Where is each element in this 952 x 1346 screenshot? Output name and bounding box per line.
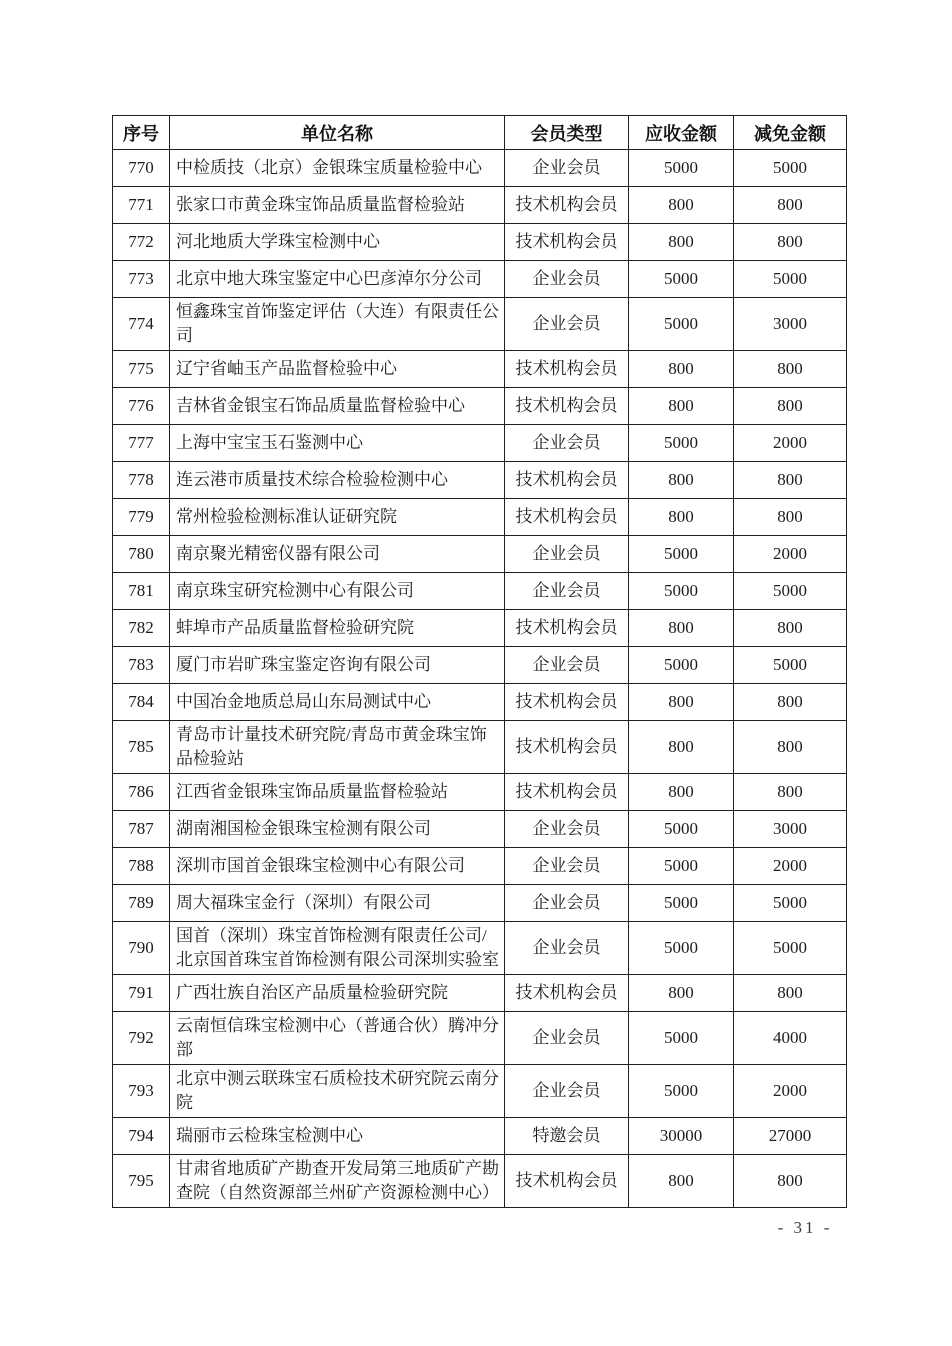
row-amount-waived: 800	[734, 684, 847, 721]
table-row	[113, 975, 847, 1012]
row-member-type: 技术机构会员	[505, 187, 629, 224]
row-unit-name: 甘肃省地质矿产勘查开发局第三地质矿产勘查院（自然资源部兰州矿产资源检测中心）	[170, 1155, 505, 1208]
row-unit-name: 中国冶金地质总局山东局测试中心	[170, 684, 505, 721]
row-amount-waived: 5000	[734, 573, 847, 610]
row-amount-waived: 800	[734, 462, 847, 499]
row-unit-name: 湖南湘国检金银珠宝检测有限公司	[170, 811, 505, 848]
table-row	[113, 721, 847, 774]
row-amount-due: 800	[629, 388, 734, 425]
row-amount-due: 5000	[629, 1012, 734, 1065]
row-unit-name: 张家口市黄金珠宝饰品质量监督检验站	[170, 187, 505, 224]
row-serial: 777	[113, 425, 170, 462]
row-unit-name: 上海中宝宝玉石鉴测中心	[170, 425, 505, 462]
row-amount-due: 5000	[629, 536, 734, 573]
table-row	[113, 388, 847, 425]
row-member-type: 技术机构会员	[505, 388, 629, 425]
row-amount-waived: 5000	[734, 261, 847, 298]
table-row	[113, 885, 847, 922]
row-unit-name: 蚌埠市产品质量监督检验研究院	[170, 610, 505, 647]
table-row	[113, 462, 847, 499]
row-member-type: 特邀会员	[505, 1118, 629, 1155]
row-amount-due: 800	[629, 462, 734, 499]
row-serial: 783	[113, 647, 170, 684]
row-amount-waived: 5000	[734, 885, 847, 922]
row-serial: 774	[113, 298, 170, 351]
row-member-type: 企业会员	[505, 298, 629, 351]
row-serial: 792	[113, 1012, 170, 1065]
row-amount-due: 5000	[629, 922, 734, 975]
row-serial: 788	[113, 848, 170, 885]
table-row	[113, 684, 847, 721]
row-amount-due: 5000	[629, 647, 734, 684]
row-amount-waived: 2000	[734, 1065, 847, 1118]
row-unit-name: 南京聚光精密仪器有限公司	[170, 536, 505, 573]
row-amount-due: 5000	[629, 1065, 734, 1118]
row-member-type: 企业会员	[505, 885, 629, 922]
row-member-type: 技术机构会员	[505, 351, 629, 388]
row-amount-waived: 3000	[734, 298, 847, 351]
row-member-type: 企业会员	[505, 261, 629, 298]
row-amount-due: 800	[629, 721, 734, 774]
row-unit-name: 吉林省金银宝石饰品质量监督检验中心	[170, 388, 505, 425]
row-serial: 778	[113, 462, 170, 499]
row-member-type: 技术机构会员	[505, 462, 629, 499]
row-unit-name: 青岛市计量技术研究院/青岛市黄金珠宝饰品检验站	[170, 721, 505, 774]
row-unit-name: 恒鑫珠宝首饰鉴定评估（大连）有限责任公司	[170, 298, 505, 351]
row-serial: 794	[113, 1118, 170, 1155]
row-amount-due: 5000	[629, 848, 734, 885]
row-amount-due: 800	[629, 224, 734, 261]
row-member-type: 企业会员	[505, 647, 629, 684]
row-member-type: 企业会员	[505, 150, 629, 187]
row-amount-waived: 3000	[734, 811, 847, 848]
table-row	[113, 425, 847, 462]
row-unit-name: 连云港市质量技术综合检验检测中心	[170, 462, 505, 499]
row-unit-name: 南京珠宝研究检测中心有限公司	[170, 573, 505, 610]
row-unit-name: 北京中地大珠宝鉴定中心巴彦淖尔分公司	[170, 261, 505, 298]
row-serial: 773	[113, 261, 170, 298]
row-amount-due: 800	[629, 774, 734, 811]
table-row	[113, 610, 847, 647]
row-amount-waived: 2000	[734, 536, 847, 573]
row-amount-due: 800	[629, 499, 734, 536]
row-amount-waived: 800	[734, 187, 847, 224]
table-row	[113, 351, 847, 388]
table-row	[113, 536, 847, 573]
row-member-type: 企业会员	[505, 425, 629, 462]
row-serial: 781	[113, 573, 170, 610]
header-serial: 序号	[113, 116, 170, 150]
table-header	[113, 116, 847, 150]
row-serial: 784	[113, 684, 170, 721]
row-unit-name: 云南恒信珠宝检测中心（普通合伙）腾冲分部	[170, 1012, 505, 1065]
member-table-body	[113, 150, 847, 1208]
row-serial: 771	[113, 187, 170, 224]
row-amount-waived: 2000	[734, 425, 847, 462]
row-member-type: 企业会员	[505, 811, 629, 848]
header-member-type: 会员类型	[505, 116, 629, 150]
row-member-type: 技术机构会员	[505, 610, 629, 647]
row-unit-name: 瑞丽市云检珠宝检测中心	[170, 1118, 505, 1155]
row-unit-name: 厦门市岩旷珠宝鉴定咨询有限公司	[170, 647, 505, 684]
row-member-type: 技术机构会员	[505, 1155, 629, 1208]
row-serial: 779	[113, 499, 170, 536]
row-serial: 772	[113, 224, 170, 261]
row-amount-due: 800	[629, 610, 734, 647]
row-member-type: 技术机构会员	[505, 684, 629, 721]
row-unit-name: 江西省金银珠宝饰品质量监督检验站	[170, 774, 505, 811]
row-serial: 789	[113, 885, 170, 922]
row-amount-waived: 5000	[734, 922, 847, 975]
row-serial: 775	[113, 351, 170, 388]
row-serial: 786	[113, 774, 170, 811]
row-member-type: 企业会员	[505, 1065, 629, 1118]
row-member-type: 技术机构会员	[505, 499, 629, 536]
row-unit-name: 北京中测云联珠宝石质检技术研究院云南分院	[170, 1065, 505, 1118]
row-member-type: 企业会员	[505, 1012, 629, 1065]
row-serial: 795	[113, 1155, 170, 1208]
page-number: - 31 -	[777, 1218, 833, 1237]
row-unit-name: 辽宁省岫玉产品监督检验中心	[170, 351, 505, 388]
table-row	[113, 298, 847, 351]
table-row	[113, 922, 847, 975]
table-row	[113, 647, 847, 684]
row-member-type: 企业会员	[505, 573, 629, 610]
row-serial: 782	[113, 610, 170, 647]
header-row	[113, 116, 847, 150]
table-row	[113, 774, 847, 811]
row-amount-due: 5000	[629, 573, 734, 610]
row-amount-waived: 800	[734, 351, 847, 388]
table-row	[113, 1118, 847, 1155]
row-amount-due: 5000	[629, 298, 734, 351]
row-serial: 787	[113, 811, 170, 848]
table-row	[113, 224, 847, 261]
row-amount-waived: 800	[734, 774, 847, 811]
row-unit-name: 常州检验检测标准认证研究院	[170, 499, 505, 536]
row-unit-name: 中检质技（北京）金银珠宝质量检验中心	[170, 150, 505, 187]
table-row	[113, 261, 847, 298]
row-amount-waived: 4000	[734, 1012, 847, 1065]
row-amount-due: 800	[629, 684, 734, 721]
row-amount-waived: 5000	[734, 150, 847, 187]
row-serial: 791	[113, 975, 170, 1012]
row-serial: 770	[113, 150, 170, 187]
member-fee-table	[112, 115, 847, 1208]
row-amount-due: 5000	[629, 425, 734, 462]
header-amount-due: 应收金额	[629, 116, 734, 150]
row-unit-name: 河北地质大学珠宝检测中心	[170, 224, 505, 261]
row-serial: 780	[113, 536, 170, 573]
row-amount-due: 800	[629, 1155, 734, 1208]
row-unit-name: 国首（深圳）珠宝首饰检测有限责任公司/北京国首珠宝首饰检测有限公司深圳实验室	[170, 922, 505, 975]
row-amount-waived: 800	[734, 388, 847, 425]
table-row	[113, 811, 847, 848]
table-row	[113, 187, 847, 224]
row-member-type: 技术机构会员	[505, 975, 629, 1012]
table-row	[113, 1065, 847, 1118]
row-member-type: 企业会员	[505, 536, 629, 573]
row-amount-waived: 27000	[734, 1118, 847, 1155]
row-amount-waived: 2000	[734, 848, 847, 885]
row-amount-waived: 800	[734, 721, 847, 774]
row-amount-waived: 800	[734, 1155, 847, 1208]
row-unit-name: 周大福珠宝金行（深圳）有限公司	[170, 885, 505, 922]
row-serial: 790	[113, 922, 170, 975]
row-member-type: 技术机构会员	[505, 721, 629, 774]
header-unit-name: 单位名称	[170, 116, 505, 150]
row-serial: 793	[113, 1065, 170, 1118]
row-amount-waived: 5000	[734, 647, 847, 684]
row-member-type: 技术机构会员	[505, 224, 629, 261]
row-amount-waived: 800	[734, 975, 847, 1012]
row-amount-waived: 800	[734, 224, 847, 261]
table-row	[113, 1155, 847, 1208]
row-unit-name: 深圳市国首金银珠宝检测中心有限公司	[170, 848, 505, 885]
row-amount-waived: 800	[734, 610, 847, 647]
row-amount-due: 800	[629, 975, 734, 1012]
row-amount-due: 5000	[629, 261, 734, 298]
row-member-type: 企业会员	[505, 848, 629, 885]
row-serial: 785	[113, 721, 170, 774]
row-member-type: 技术机构会员	[505, 774, 629, 811]
table-row	[113, 499, 847, 536]
header-amount-waived: 减免金额	[734, 116, 847, 150]
row-member-type: 企业会员	[505, 922, 629, 975]
row-amount-due: 5000	[629, 150, 734, 187]
row-amount-waived: 800	[734, 499, 847, 536]
row-amount-due: 30000	[629, 1118, 734, 1155]
table-row	[113, 150, 847, 187]
row-amount-due: 5000	[629, 885, 734, 922]
table-row	[113, 848, 847, 885]
table-row	[113, 1012, 847, 1065]
row-amount-due: 800	[629, 351, 734, 388]
row-unit-name: 广西壮族自治区产品质量检验研究院	[170, 975, 505, 1012]
row-amount-due: 800	[629, 187, 734, 224]
row-serial: 776	[113, 388, 170, 425]
table-row	[113, 573, 847, 610]
row-amount-due: 5000	[629, 811, 734, 848]
